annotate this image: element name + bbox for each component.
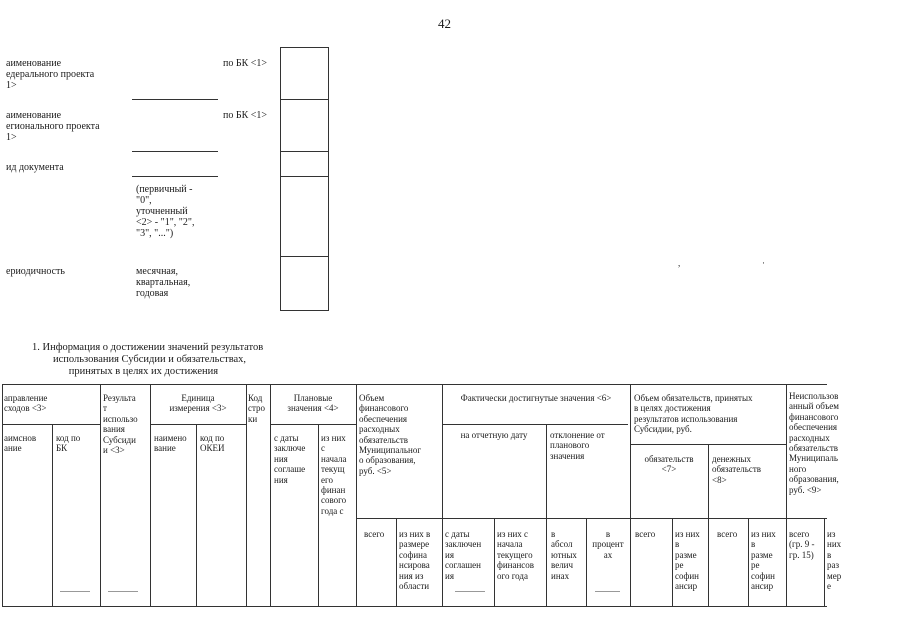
scan-mark: ,: [678, 258, 681, 268]
federal-project-label: аименование едерального проекта 1>: [6, 58, 95, 91]
codes-box-divider: [280, 151, 329, 152]
header-unused-of-them: из них в раз мер е: [827, 529, 842, 592]
header-unused-total: всего (гр. 9 - гр. 15): [789, 529, 815, 560]
rule: [356, 384, 357, 606]
header-row-code: Код стро ки: [248, 393, 266, 424]
header-unused: Неиспользов анный объем финансового обеспечения расходных обязательств Муниципаль ного образования, руб. <9>: [789, 391, 839, 495]
header-obl-total: всего: [635, 529, 656, 539]
rule: [630, 384, 631, 606]
header-obl-obligations: обязательств <7>: [644, 454, 694, 475]
rule: [630, 518, 827, 519]
table-bottom-border: [2, 606, 827, 607]
header-dev-pct: в процент ах: [592, 529, 624, 560]
header-unit-code: код по ОКЕИ: [200, 433, 225, 454]
header-obl-cofin: из них в разме ре софин ансир: [675, 529, 700, 592]
header-dev-abs: в абсол ютных велич инах: [551, 529, 577, 581]
rule: [595, 591, 620, 592]
rule: [60, 591, 90, 592]
periodicity-values: месячная, квартальная, годовая: [136, 266, 191, 299]
header-result: Результа т использо вания Субсиди и <3>: [103, 393, 138, 456]
header-unit-name: наимено вание: [154, 433, 187, 454]
doc-type-note: (первичный - "0", уточненный <2> - "1", "2", "3", "..."): [136, 184, 195, 239]
rule: [708, 444, 709, 606]
federal-bk-label: по БК <1>: [223, 58, 268, 69]
header-actual-from-agreement: с даты заключен ия соглашен ия: [445, 529, 482, 581]
rule: [494, 518, 495, 606]
rule: [442, 384, 443, 606]
federal-project-underline: [132, 99, 218, 100]
rule: [396, 518, 397, 606]
scan-mark: ·: [762, 258, 765, 268]
rule: [824, 518, 825, 606]
regional-project-underline: [132, 151, 218, 152]
rule: [150, 384, 151, 606]
header-volume-total: всего: [364, 529, 385, 539]
doc-type-underline: [132, 176, 218, 177]
rule: [356, 518, 630, 519]
header-direction-name: аимснов ание: [4, 433, 37, 454]
rule: [150, 424, 246, 425]
header-volume-cofin: из них в размере софина нсирова ния из области: [399, 529, 431, 592]
header-money-cofin: из них в разме ре софин ансир: [751, 529, 776, 592]
header-actual: Фактически достигнутые значения <6>: [460, 393, 612, 403]
rule: [318, 424, 319, 606]
header-actual-date: на отчетную дату: [460, 430, 528, 440]
rule: [672, 518, 673, 606]
header-planned-from-agreement: с даты заключе ния соглаше ния: [274, 433, 306, 485]
page-number: 42: [438, 16, 451, 31]
header-obl-money: денежных обязательств <8>: [712, 454, 762, 485]
rule: [442, 424, 628, 425]
periodicity-label: ериодичность: [6, 266, 65, 277]
header-direction-code: код по БК: [56, 433, 81, 454]
rule: [246, 384, 247, 606]
rule: [2, 424, 100, 425]
header-planned: Плановые значения <4>: [287, 393, 339, 414]
rule: [196, 424, 197, 606]
rule: [2, 384, 3, 606]
codes-box-divider: [280, 176, 329, 177]
rule: [100, 384, 101, 606]
rule: [546, 424, 547, 606]
codes-box: [280, 47, 329, 311]
codes-box-divider: [280, 256, 329, 257]
header-actual-of-them: из них с начала текущего финансов ого года: [497, 529, 535, 581]
doc-type-label: ид документа: [6, 162, 64, 173]
header-volume: Объем финансового обеспечения расходных обязательств Муниципальног о образования, руб. <5>: [359, 393, 422, 476]
header-planned-of-them: из них с начала текущ его финан сового года с: [321, 433, 347, 516]
rule: [748, 518, 749, 606]
header-deviation: отклонение от планового значения: [550, 430, 605, 461]
rule: [786, 384, 787, 606]
rule: [455, 591, 485, 592]
header-obligations: Объем обязательств, принятых в целях достижения результатов использования Субсидии, руб.: [634, 393, 753, 435]
header-direction: аправление сходов <3>: [4, 393, 48, 414]
regional-project-label: аименование егионального проекта 1>: [6, 110, 100, 143]
rule: [108, 591, 138, 592]
codes-box-divider: [280, 99, 329, 100]
rule: [270, 424, 356, 425]
regional-bk-label: по БК <1>: [223, 110, 268, 121]
section-title: 1. Информация о достижении значений результатов использования Субсидии и обязательствах, принятых в целях их достижения: [32, 342, 264, 377]
rule: [52, 424, 53, 606]
rule: [270, 384, 271, 606]
header-money-total: всего: [717, 529, 738, 539]
table-top-border: [2, 384, 827, 385]
header-unit: Единица измерения <3>: [169, 393, 227, 414]
